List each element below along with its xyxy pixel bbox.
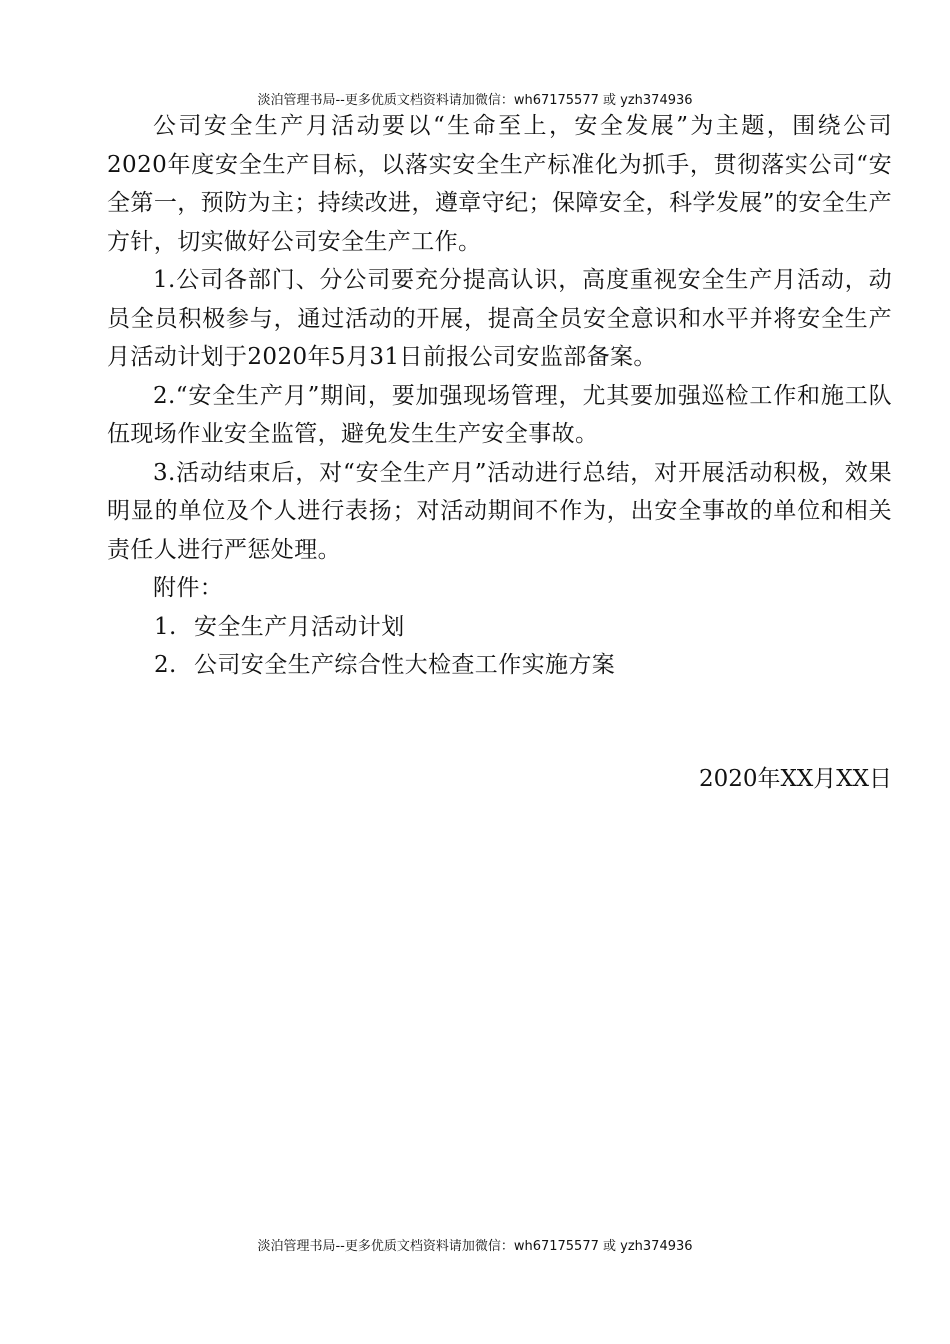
document-date: 2020年XX月XX日 (698, 766, 892, 792)
attachment-item (107, 646, 892, 685)
attachments-heading: 附件： (153, 575, 224, 601)
attachment-number: 1. (154, 613, 177, 640)
header-watermark-note: 淡泊管理书局--更多优质文档资料请加微信：wh67175577 或 yzh374936 (257, 93, 693, 108)
attachment-number: 2. (154, 652, 177, 678)
item-1-paragraph: 1.公司各部门、分公司要充分提高认识，高度重视安全生产月活动，动员全员积极参与，通过活动的开展，提高全员安全意识和水平并将安全生产月活动计划于2020年5月31日前报公司安监部备案。 (107, 267, 892, 370)
attachment-item (107, 608, 892, 647)
document-body (107, 107, 892, 685)
item-3-paragraph: 3.活动结束后，对“安全生产月”活动进行总结，对开展活动积极，效果明显的单位及个人进行表扬；对活动期间不作为，出安全事故的单位和相关责任人进行严惩处理。 (107, 459, 892, 563)
intro-paragraph: 公司安全生产月活动要以“生命至上，安全发展”为主题，围绕公司2020年度安全生产目标，以落实安全生产标准化为抓手，贯彻落实公司“安全第一，预防为主；持续改进，遵章守纪；保障安全，科学发展”的安全生产方针，切实做好公司安全生产工作。 (107, 113, 892, 255)
attachment-title: 安全生产月活动计划 (194, 613, 405, 640)
attachment-title: 公司安全生产综合性大检查工作实施方案 (194, 652, 616, 678)
item-2-paragraph: 2.“安全生产月”期间，要加强现场管理，尤其要加强巡检工作和施工队伍现场作业安全监管，避免发生生产安全事故。 (107, 382, 892, 447)
footer-watermark-note: 淡泊管理书局--更多优质文档资料请加微信：wh67175577 或 yzh374936 (257, 1239, 693, 1254)
